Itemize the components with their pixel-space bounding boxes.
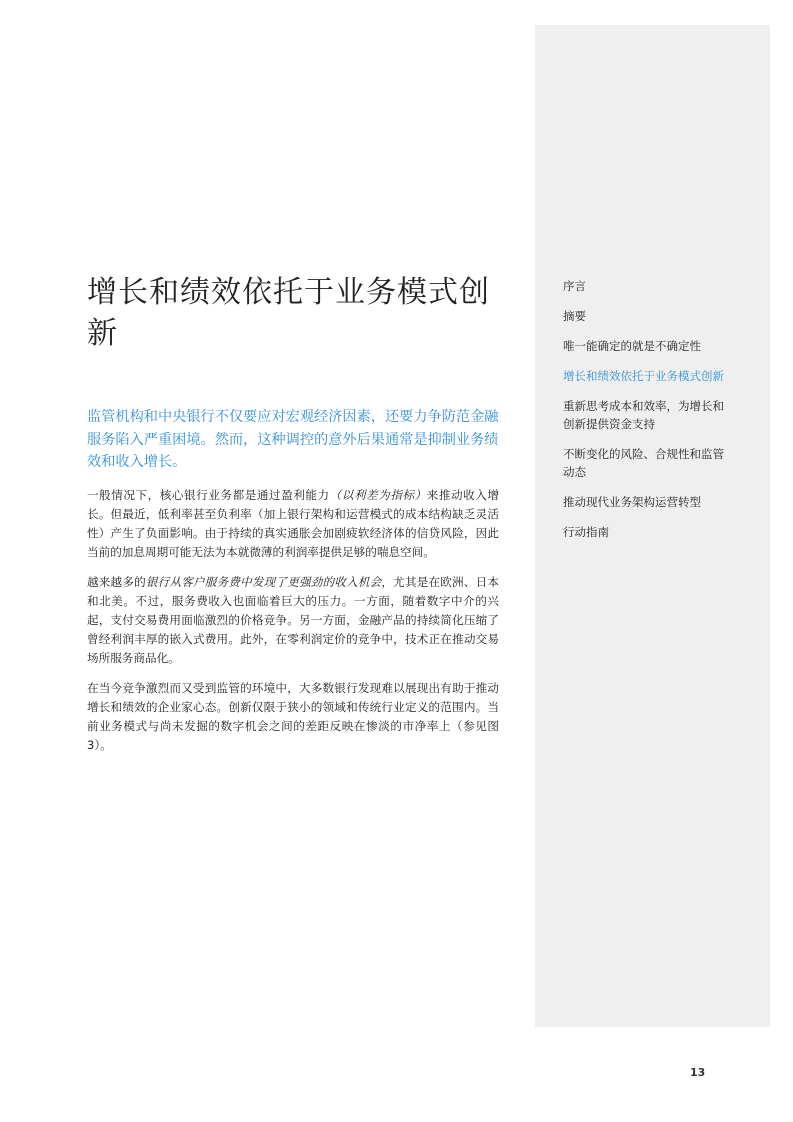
lead-paragraph: 监管机构和中央银行不仅要应对宏观经济因素，还要力争防范金融服务陷入严重困境。然而，这种调控的意外后果通常是抑制业务绩效和收入增长。 bbox=[87, 409, 499, 470]
toc-item-uncertainty[interactable]: 唯一能确定的就是不确定性 bbox=[563, 339, 701, 353]
paragraph-italic: （以利差为指标） bbox=[329, 488, 427, 502]
toc-item-action-guide[interactable]: 行动指南 bbox=[563, 525, 609, 539]
page-title: 增长和绩效依托于业务模式创新 bbox=[87, 275, 490, 351]
body-text bbox=[87, 486, 499, 766]
toc-item-cost-efficiency[interactable]: 重新思考成本和效率，为增长和创新提供资金支持 bbox=[563, 399, 724, 431]
toc-item-summary[interactable]: 摘要 bbox=[563, 309, 586, 323]
table-of-contents bbox=[563, 277, 733, 553]
body-paragraph-3: 在当今竞争激烈而又受到监管的环境中，大多数银行发现难以展现出有助于推动增长和绩效的企业家心态。创新仅限于狭小的领域和传统行业定义的范围内。当前业务模式与尚未发掘的数字机会之间的差距反映在惨淡的市净率上（参见图 3）。 bbox=[87, 681, 499, 752]
paragraph-italic: 银行从客户服务费中发现了更强劲的收入机会 bbox=[145, 575, 382, 589]
paragraph-text: ，尤其是在欧洲、日本和北美。不过，服务费收入也面临着巨大的压力。一方面，随着数字中介的兴起，支付交易费用面临激烈的价格竞争。另一方面，金融产品的持续简化压缩了曾经利润丰厚的嵌入式费用。此外，在零利润定价的竞争中，技术正在推动交易场所服务商品化。 bbox=[87, 575, 499, 665]
toc-item-risk-compliance[interactable]: 不断变化的风险、合规性和监管动态 bbox=[563, 447, 724, 479]
body-paragraph-1 bbox=[87, 486, 499, 562]
body-paragraph-2 bbox=[87, 573, 499, 668]
paragraph-text: 来推动收入增长。但最近，低利率甚至负利率（加上银行架构和运营模式的成本结构缺乏灵活性）产生了负面影响。由于持续的真实通胀会加剧疲软经济体的信贷风险，因此当前的加息周期可能无法为本就微薄的利润率提供足够的喘息空间。 bbox=[87, 488, 499, 559]
paragraph-text: 越来越多的 bbox=[87, 575, 146, 589]
toc-item-growth-innovation[interactable]: 增长和绩效依托于业务模式创新 bbox=[563, 369, 724, 383]
toc-item-preface[interactable]: 序言 bbox=[563, 279, 586, 293]
page-number: 13 bbox=[690, 1066, 706, 1079]
toc-item-business-architecture[interactable]: 推动现代业务架构运营转型 bbox=[563, 495, 701, 509]
paragraph-text: 一般情况下，核心银行业务都是通过盈利能力 bbox=[87, 488, 330, 502]
